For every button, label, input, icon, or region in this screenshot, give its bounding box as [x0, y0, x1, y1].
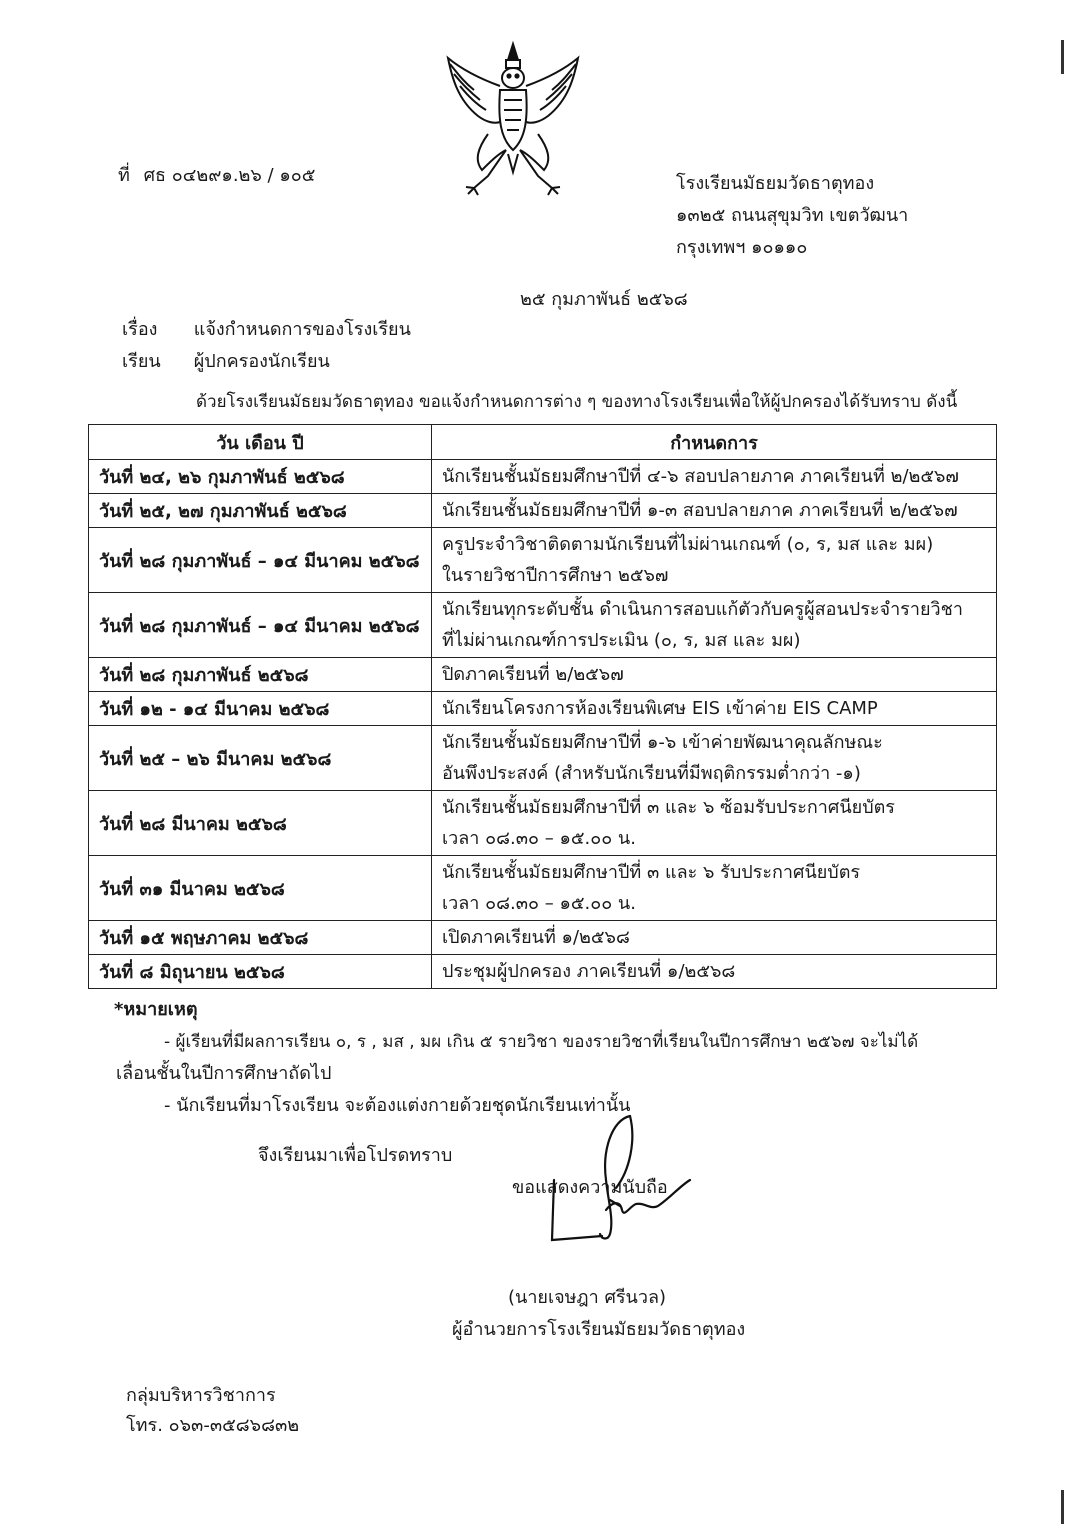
row-date: วันที่ ๒๔, ๒๖ กุมภาพันธ์ ๒๕๖๘: [89, 460, 432, 494]
row-date: วันที่ ๒๘ กุมภาพันธ์ – ๑๔ มีนาคม ๒๕๖๘: [89, 528, 432, 593]
subject-label: เรื่อง: [122, 319, 158, 340]
recipient-text: ผู้ปกครองนักเรียน: [193, 351, 330, 372]
recipient-line: [122, 346, 330, 375]
closing-regards: ขอแสดงความนับถือ: [512, 1177, 668, 1198]
table-row: [89, 726, 997, 791]
scan-edge-mark: [1061, 1490, 1064, 1524]
activity-line: นักเรียนโครงการห้องเรียนพิเศษ EIS เข้าค่าย EIS CAMP: [442, 698, 878, 719]
table-row: [89, 856, 997, 921]
activity-line: เวลา ๐๘.๓๐ – ๑๕.๐๐ น.: [442, 893, 636, 914]
notes-title: *หมายเหตุ: [114, 999, 198, 1020]
recipient-label: เรียน: [122, 351, 161, 372]
row-date: วันที่ ๓๑ มีนาคม ๒๕๖๘: [89, 856, 432, 921]
note-item-1-line1: - ผู้เรียนที่มีผลการเรียน ๐, ร , มส , มผ เกิน ๕ รายวิชา ของรายวิชาที่เรียนในปีการศึกษา ๒๕๖๗ จะไม่ได้: [164, 1032, 919, 1052]
activity-line: ครูประจำวิชาติดตามนักเรียนที่ไม่ผ่านเกณฑ์ (๐, ร, มส และ มผ): [442, 534, 934, 555]
signature: [540, 1110, 700, 1250]
row-activity: [432, 955, 997, 989]
activity-line: เปิดภาคเรียนที่ ๑/๒๕๖๘: [442, 927, 630, 948]
table-row: [89, 692, 997, 726]
table-row: [89, 528, 997, 593]
row-activity: [432, 460, 997, 494]
closing-text: จึงเรียนมาเพื่อโปรดทราบ: [258, 1145, 453, 1166]
header-activity: กำหนดการ: [432, 425, 997, 460]
schedule-table: [88, 424, 997, 989]
subject-line: [122, 314, 411, 343]
row-date: วันที่ ๒๘ มีนาคม ๒๕๖๘: [89, 791, 432, 856]
row-activity: [432, 791, 997, 856]
school-name: โรงเรียนมัธยมวัดธาตุทอง: [676, 173, 875, 194]
activity-line: นักเรียนชั้นมัธยมศึกษาปีที่ ๓ และ ๖ ซ้อมรับประกาศนียบัตร: [442, 797, 895, 818]
row-activity: [432, 658, 997, 692]
activity-line: นักเรียนทุกระดับชั้น ดำเนินการสอบแก้ตัวกับครูผู้สอนประจำรายวิชา: [442, 599, 963, 620]
footer-phone: โทร. ๐๖๓-๓๕๘๖๘๓๒: [126, 1415, 300, 1436]
school-address-line1: ๑๓๒๕ ถนนสุขุมวิท เขตวัฒนา: [676, 205, 909, 226]
activity-line: อันพึงประสงค์ (สำหรับนักเรียนที่มีพฤติกรรมต่ำกว่า -๑): [442, 763, 861, 784]
subject-text: แจ้งกำหนดการของโรงเรียน: [193, 319, 411, 340]
reference-value: ศธ ๐๔๒๙๑.๒๖ / ๑๐๕: [143, 165, 316, 186]
signer-title: ผู้อำนวยการโรงเรียนมัธยมวัดธาตุทอง: [452, 1319, 746, 1340]
row-activity: [432, 856, 997, 921]
row-date: วันที่ ๑๒ - ๑๔ มีนาคม ๒๕๖๘: [89, 692, 432, 726]
reference-number: [118, 160, 315, 189]
table-row: [89, 460, 997, 494]
garuda-emblem: [438, 38, 588, 198]
activity-line: ปิดภาคเรียนที่ ๒/๒๕๖๗: [442, 664, 624, 685]
table-row: [89, 791, 997, 856]
row-date: วันที่ ๘ มิถุนายน ๒๕๖๘: [89, 955, 432, 989]
table-row: [89, 955, 997, 989]
row-activity: [432, 528, 997, 593]
activity-line: นักเรียนชั้นมัธยมศึกษาปีที่ ๑-๓ สอบปลายภาค ภาคเรียนที่ ๒/๒๕๖๗: [442, 500, 958, 521]
activity-line: ที่ไม่ผ่านเกณฑ์การประเมิน (๐, ร, มส และ มผ): [442, 630, 801, 651]
row-date: วันที่ ๒๕ – ๒๖ มีนาคม ๒๕๖๘: [89, 726, 432, 791]
table-row: [89, 658, 997, 692]
row-activity: [432, 593, 997, 658]
header-date: วัน เดือน ปี: [89, 425, 432, 460]
note-item-1-line2: เลื่อนชั้นในปีการศึกษาถัดไป: [116, 1063, 332, 1084]
table-row: [89, 593, 997, 658]
activity-line: นักเรียนชั้นมัธยมศึกษาปีที่ ๓ และ ๖ รับประกาศนียบัตร: [442, 862, 861, 883]
row-activity: [432, 726, 997, 791]
note-item-2: - นักเรียนที่มาโรงเรียน จะต้องแต่งกายด้วยชุดนักเรียนเท่านั้น: [164, 1095, 631, 1116]
row-date: วันที่ ๒๘ กุมภาพันธ์ ๒๕๖๘: [89, 658, 432, 692]
row-activity: [432, 494, 997, 528]
row-activity: [432, 692, 997, 726]
activity-line: นักเรียนชั้นมัธยมศึกษาปีที่ ๑-๖ เข้าค่ายพัฒนาคุณลักษณะ: [442, 732, 883, 753]
signer-name: (นายเจษฎา ศรีนวล): [508, 1287, 667, 1308]
scan-edge-mark: [1061, 40, 1064, 74]
row-date: วันที่ ๑๕ พฤษภาคม ๒๕๖๘: [89, 921, 432, 955]
letter-date: ๒๕ กุมภาพันธ์ ๒๕๖๘: [520, 289, 688, 310]
activity-line: เวลา ๐๘.๓๐ – ๑๕.๐๐ น.: [442, 828, 636, 849]
activity-line: นักเรียนชั้นมัธยมศึกษาปีที่ ๔-๖ สอบปลายภาค ภาคเรียนที่ ๒/๒๕๖๗: [442, 466, 959, 487]
reference-label: ที่: [118, 165, 130, 186]
activity-line: ในรายวิชาปีการศึกษา ๒๕๖๗: [442, 565, 669, 586]
row-date: วันที่ ๒๕, ๒๗ กุมภาพันธ์ ๒๕๖๘: [89, 494, 432, 528]
school-address-line2: กรุงเทพฯ ๑๐๑๑๐: [676, 237, 808, 258]
table-header-row: [89, 425, 997, 460]
table-row: [89, 921, 997, 955]
row-date: วันที่ ๒๘ กุมภาพันธ์ – ๑๔ มีนาคม ๒๕๖๘: [89, 593, 432, 658]
footer-department: กลุ่มบริหารวิชาการ: [126, 1385, 276, 1406]
row-activity: [432, 921, 997, 955]
activity-line: ประชุมผู้ปกครอง ภาคเรียนที่ ๑/๒๕๖๘: [442, 961, 736, 982]
table-row: [89, 494, 997, 528]
intro-paragraph: ด้วยโรงเรียนมัธยมวัดธาตุทอง ขอแจ้งกำหนดการต่าง ๆ ของทางโรงเรียนเพื่อให้ผู้ปกครองได้รับทราบ ดังนี้: [196, 392, 958, 412]
